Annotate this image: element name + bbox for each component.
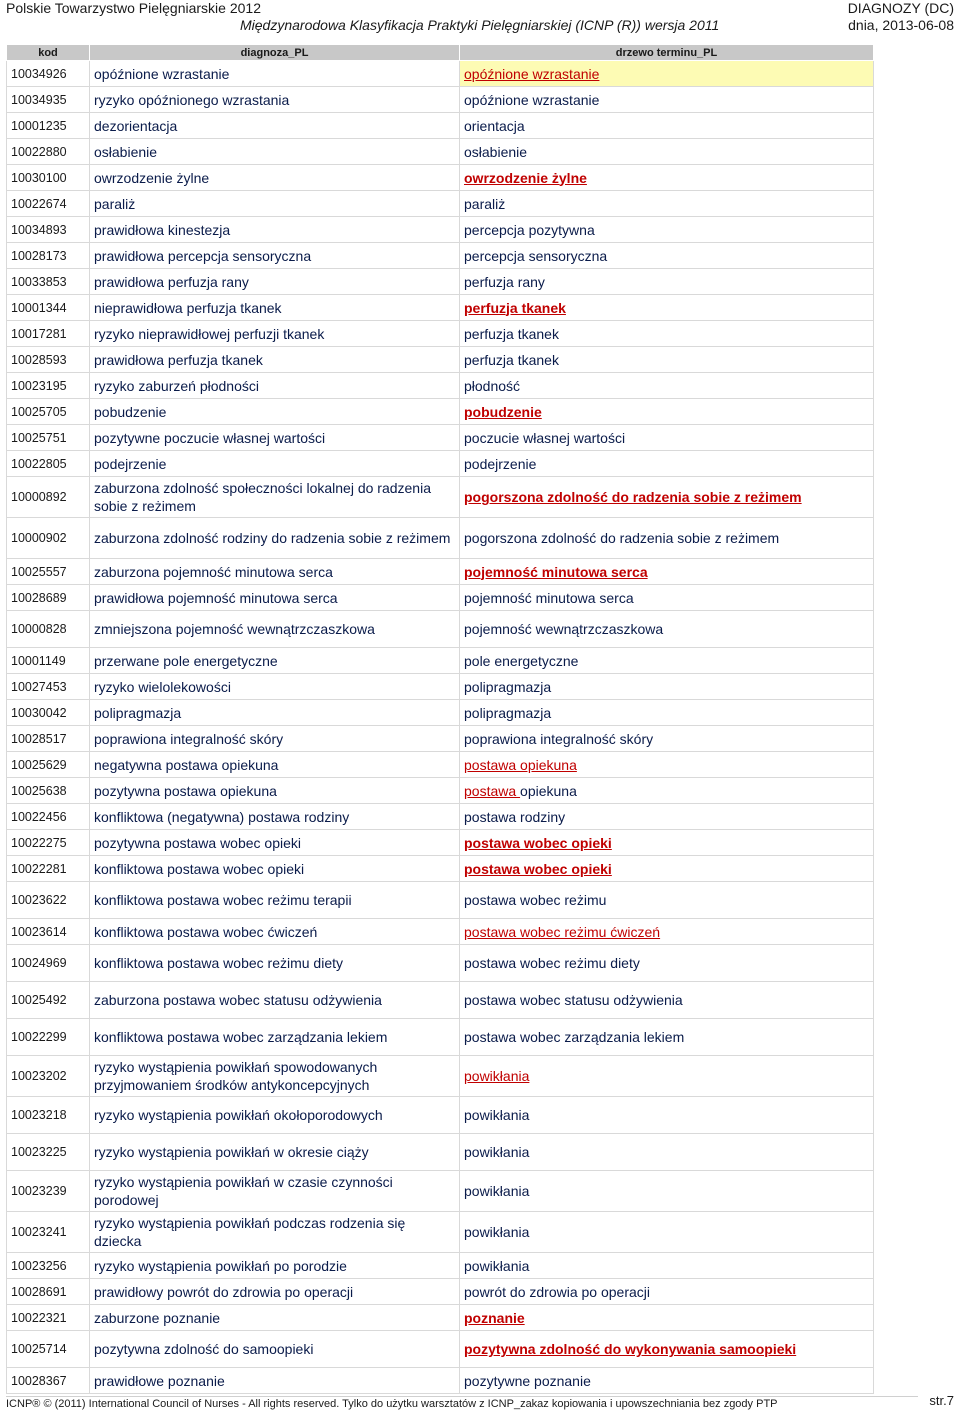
table-row [7, 919, 874, 945]
cell-drzewo [460, 1253, 874, 1279]
cell-drzewo [460, 778, 874, 804]
table-row [7, 804, 874, 830]
tree-term-text: postawa wobec reżimu [464, 892, 607, 908]
table-row [7, 399, 874, 425]
table-row [7, 1097, 874, 1134]
cell-kod: 10023256 [7, 1253, 90, 1279]
cell-kod: 10022805 [7, 451, 90, 477]
table-row [7, 882, 874, 919]
cell-drzewo [460, 1019, 874, 1056]
column-header-kod: kod [7, 45, 90, 61]
tree-term-text: postawa opiekuna [464, 782, 577, 799]
table-row [7, 1279, 874, 1305]
document-date: dnia, 2013-06-08 [848, 17, 954, 33]
table-row [7, 559, 874, 585]
tree-term-text: powikłania [464, 1183, 530, 1199]
cell-drzewo [460, 217, 874, 243]
usage-notice: Tylko do użytku warsztatów z ICNP_zakaz kopiowania i upowszechniania bez zgody PTP [342, 1398, 778, 1410]
cell-kod: 10023195 [7, 373, 90, 399]
cell-kod: 10022299 [7, 1019, 90, 1056]
cell-diagnoza: zaburzona pojemność minutowa serca [90, 559, 460, 585]
cell-diagnoza: konfliktowa postawa wobec ćwiczeń [90, 919, 460, 945]
cell-kod: 10001235 [7, 113, 90, 139]
cell-diagnoza: paraliż [90, 191, 460, 217]
cell-drzewo [460, 856, 874, 882]
cell-diagnoza: konfliktowa postawa wobec reżimu diety [90, 945, 460, 982]
table-row [7, 726, 874, 752]
tree-term-text: polipragmazja [464, 704, 552, 721]
cell-diagnoza: polipragmazja [90, 700, 460, 726]
diagnoses-table [6, 44, 874, 1394]
tree-term-text: powikłania [464, 1107, 530, 1123]
cell-kod: 10025705 [7, 399, 90, 425]
cell-diagnoza: pozytywna postawa wobec opieki [90, 830, 460, 856]
cell-diagnoza: ryzyko wystąpienia powikłań okołoporodowych [90, 1097, 460, 1134]
tree-term-text: pole energetyczne [464, 652, 579, 669]
cell-drzewo [460, 1279, 874, 1305]
tree-term-text: perfuzja tkanek [464, 325, 559, 342]
cell-kod: 10030100 [7, 165, 90, 191]
cell-drzewo [460, 559, 874, 585]
tree-term-text: pogorszona zdolność do radzenia sobie z reżimem [464, 530, 780, 546]
cell-drzewo [460, 373, 874, 399]
tree-term-text: postawa wobec opieki [464, 860, 612, 877]
page-number: str.7 [929, 1393, 954, 1408]
table-row [7, 1253, 874, 1279]
tree-term-text: percepcja pozytywna [464, 221, 595, 238]
copyright-text: ICNP® © (2011) International Council of Nurses - All rights reserved. [6, 1398, 340, 1410]
table-row [7, 1305, 874, 1331]
cell-drzewo [460, 243, 874, 269]
cell-diagnoza: zaburzone poznanie [90, 1305, 460, 1331]
table-row [7, 165, 874, 191]
cell-drzewo [460, 882, 874, 919]
table-row [7, 295, 874, 321]
cell-kod: 10001344 [7, 295, 90, 321]
cell-kod: 10025629 [7, 752, 90, 778]
cell-diagnoza: nieprawidłowa perfuzja tkanek [90, 295, 460, 321]
tree-term-text: postawa wobec zarządzania lekiem [464, 1029, 685, 1045]
cell-diagnoza: pozytywna zdolność do samoopieki [90, 1331, 460, 1368]
tree-term-text: powikłania [464, 1144, 530, 1160]
cell-diagnoza: konfliktowa postawa wobec zarządzania lekiem [90, 1019, 460, 1056]
cell-drzewo [460, 585, 874, 611]
cell-kod: 10001149 [7, 648, 90, 674]
tree-term-text: poznanie [464, 1309, 525, 1326]
table-row [7, 752, 874, 778]
table-row [7, 1331, 874, 1368]
tree-term-text: postawa wobec reżimu diety [464, 955, 640, 971]
cell-drzewo [460, 1097, 874, 1134]
tree-term-text: pozytywna zdolność do wykonywania samoopieki [464, 1341, 797, 1357]
cell-drzewo [460, 321, 874, 347]
cell-kod: 10028173 [7, 243, 90, 269]
table-row [7, 373, 874, 399]
tree-term-text: pojemność minutowa serca [464, 589, 634, 606]
tree-term-text: podejrzenie [464, 455, 537, 472]
cell-drzewo [460, 87, 874, 113]
tree-term-text: paraliż [464, 195, 506, 212]
table-row [7, 1171, 874, 1212]
cell-drzewo [460, 1212, 874, 1253]
cell-kod: 10034926 [7, 61, 90, 87]
cell-diagnoza: zaburzona zdolność rodziny do radzenia sobie z reżimem [90, 518, 460, 559]
cell-drzewo [460, 752, 874, 778]
cell-drzewo [460, 1134, 874, 1171]
cell-drzewo [460, 191, 874, 217]
cell-diagnoza: opóźnione wzrastanie [90, 61, 460, 87]
tree-term-text: powrót do zdrowia po operacji [464, 1283, 650, 1300]
table-row [7, 1056, 874, 1097]
table-row [7, 982, 874, 1019]
cell-drzewo [460, 399, 874, 425]
document-subtitle: Międzynarodowa Klasyfikacja Praktyki Pielęgniarskiej (ICNP (R)) wersja 2011 [240, 17, 720, 33]
cell-drzewo [460, 425, 874, 451]
cell-kod: 10022321 [7, 1305, 90, 1331]
table-row [7, 139, 874, 165]
cell-drzewo [460, 1056, 874, 1097]
table-row [7, 856, 874, 882]
tree-term-text: owrzodzenie żylne [464, 169, 587, 186]
cell-kod: 10034893 [7, 217, 90, 243]
cell-drzewo [460, 347, 874, 373]
cell-drzewo [460, 451, 874, 477]
table-row [7, 321, 874, 347]
organization-name: Polskie Towarzystwo Pielęgniarskie 2012 [6, 0, 261, 16]
cell-diagnoza: ryzyko wystąpienia powikłań po porodzie [90, 1253, 460, 1279]
cell-diagnoza: ryzyko zaburzeń płodności [90, 373, 460, 399]
cell-kod: 10023622 [7, 882, 90, 919]
cell-kod: 10023241 [7, 1212, 90, 1253]
table-row [7, 1368, 874, 1394]
table-header-row [7, 45, 874, 61]
cell-drzewo [460, 945, 874, 982]
tree-term-text: postawa wobec statusu odżywienia [464, 992, 683, 1008]
cell-drzewo [460, 1171, 874, 1212]
cell-kod: 10000902 [7, 518, 90, 559]
cell-diagnoza: przerwane pole energetyczne [90, 648, 460, 674]
cell-kod: 10017281 [7, 321, 90, 347]
footer-text [6, 1398, 778, 1410]
tree-term-text: percepcja sensoryczna [464, 247, 608, 264]
table-row [7, 269, 874, 295]
tree-term-text: pozytywne poznanie [464, 1372, 591, 1389]
cell-kod: 10000892 [7, 477, 90, 518]
cell-drzewo [460, 165, 874, 191]
cell-drzewo [460, 139, 874, 165]
cell-kod: 10025638 [7, 778, 90, 804]
tree-term-text: postawa rodziny [464, 808, 566, 825]
table-row [7, 585, 874, 611]
cell-kod: 10034935 [7, 87, 90, 113]
cell-drzewo [460, 518, 874, 559]
cell-kod: 10028367 [7, 1368, 90, 1394]
cell-diagnoza: osłabienie [90, 139, 460, 165]
tree-term-text: płodność [464, 377, 521, 394]
table-row [7, 191, 874, 217]
cell-kod: 10022281 [7, 856, 90, 882]
cell-kod: 10024969 [7, 945, 90, 982]
page-footer [0, 1393, 960, 1414]
table-body [7, 61, 874, 1394]
cell-drzewo [460, 804, 874, 830]
tree-term-text: postawa wobec opieki [464, 834, 612, 851]
table-row [7, 347, 874, 373]
cell-kod: 10025751 [7, 425, 90, 451]
cell-drzewo [460, 611, 874, 648]
cell-kod: 10028593 [7, 347, 90, 373]
cell-kod: 10025714 [7, 1331, 90, 1368]
tree-term-text: powikłania [464, 1068, 530, 1084]
table-row [7, 61, 874, 87]
cell-drzewo [460, 295, 874, 321]
tree-term-text: pogorszona zdolność do radzenia sobie z reżimem [464, 489, 802, 505]
cell-diagnoza: dezorientacja [90, 113, 460, 139]
table-row [7, 1212, 874, 1253]
cell-diagnoza: konfliktowa postawa wobec opieki [90, 856, 460, 882]
cell-kod: 10022674 [7, 191, 90, 217]
cell-diagnoza: zmniejszona pojemność wewnątrzczaszkowa [90, 611, 460, 648]
cell-diagnoza: prawidłowa percepcja sensoryczna [90, 243, 460, 269]
cell-diagnoza: ryzyko wystąpienia powikłań spowodowanych przyjmowaniem środków antykoncepcyjnych [90, 1056, 460, 1097]
tree-term-text: orientacja [464, 117, 525, 134]
cell-diagnoza: ryzyko wystąpienia powikłań w czasie czynności porodowej [90, 1171, 460, 1212]
tree-term-text: perfuzja rany [464, 273, 545, 290]
cell-drzewo [460, 269, 874, 295]
cell-drzewo [460, 700, 874, 726]
tree-term-text: polipragmazja [464, 678, 552, 695]
tree-term-text: perfuzja tkanek [464, 299, 566, 316]
cell-diagnoza: zaburzona zdolność społeczności lokalnej do radzenia sobie z reżimem [90, 477, 460, 518]
cell-drzewo [460, 477, 874, 518]
cell-diagnoza: ryzyko opóźnionego wzrastania [90, 87, 460, 113]
tree-term-text: perfuzja tkanek [464, 351, 559, 368]
tree-term-text: opóźnione wzrastanie [464, 65, 600, 82]
tree-term-text: osłabienie [464, 143, 528, 160]
cell-diagnoza: prawidłowe poznanie [90, 1368, 460, 1394]
tree-term-text: pobudzenie [464, 403, 542, 420]
cell-drzewo [460, 1368, 874, 1394]
table-row [7, 113, 874, 139]
cell-diagnoza: pozytywne poczucie własnej wartości [90, 425, 460, 451]
cell-kod: 10025492 [7, 982, 90, 1019]
cell-kod: 10023239 [7, 1171, 90, 1212]
table-row [7, 451, 874, 477]
cell-drzewo [460, 1331, 874, 1368]
cell-diagnoza: poprawiona integralność skóry [90, 726, 460, 752]
cell-diagnoza: konfliktowa (negatywna) postawa rodziny [90, 804, 460, 830]
cell-kod: 10028689 [7, 585, 90, 611]
tree-term-text: poczucie własnej wartości [464, 429, 626, 446]
cell-kod: 10028691 [7, 1279, 90, 1305]
cell-kod: 10033853 [7, 269, 90, 295]
cell-diagnoza: ryzyko wystąpienia powikłań w okresie ciąży [90, 1134, 460, 1171]
table-row [7, 1019, 874, 1056]
tree-term-text: opóźnione wzrastanie [464, 91, 600, 108]
cell-kod: 10030042 [7, 700, 90, 726]
cell-diagnoza: negatywna postawa opiekuna [90, 752, 460, 778]
tree-term-text: powikłania [464, 1257, 530, 1274]
page-header [0, 0, 960, 40]
table-row [7, 217, 874, 243]
cell-diagnoza: owrzodzenie żylne [90, 165, 460, 191]
table-row [7, 425, 874, 451]
table-row [7, 648, 874, 674]
cell-diagnoza: ryzyko wielolekowości [90, 674, 460, 700]
table-row [7, 778, 874, 804]
section-title: DIAGNOZY (DC) [847, 0, 954, 16]
column-header-diagnoza: diagnoza_PL [90, 45, 460, 61]
tree-term-text: powikłania [464, 1224, 530, 1240]
cell-diagnoza: prawidłowa perfuzja rany [90, 269, 460, 295]
cell-drzewo [460, 830, 874, 856]
cell-diagnoza: prawidłowa pojemność minutowa serca [90, 585, 460, 611]
cell-drzewo [460, 674, 874, 700]
cell-kod: 10025557 [7, 559, 90, 585]
cell-kod: 10023218 [7, 1097, 90, 1134]
cell-kod: 10023202 [7, 1056, 90, 1097]
cell-diagnoza: zaburzona postawa wobec statusu odżywienia [90, 982, 460, 1019]
cell-kod: 10028517 [7, 726, 90, 752]
cell-diagnoza: pobudzenie [90, 399, 460, 425]
table-row [7, 945, 874, 982]
cell-kod: 10023614 [7, 919, 90, 945]
tree-term-text: poprawiona integralność skóry [464, 730, 654, 747]
cell-drzewo [460, 61, 874, 87]
cell-diagnoza: prawidłowa perfuzja tkanek [90, 347, 460, 373]
cell-kod: 10027453 [7, 674, 90, 700]
tree-term-text: pojemność minutowa serca [464, 563, 648, 580]
cell-kod: 10000828 [7, 611, 90, 648]
cell-kod: 10023225 [7, 1134, 90, 1171]
cell-diagnoza: prawidłowy powrót do zdrowia po operacji [90, 1279, 460, 1305]
cell-diagnoza: ryzyko nieprawidłowej perfuzji tkanek [90, 321, 460, 347]
table-row [7, 243, 874, 269]
cell-kod: 10022456 [7, 804, 90, 830]
table-row [7, 611, 874, 648]
cell-drzewo [460, 919, 874, 945]
cell-diagnoza: ryzyko wystąpienia powikłań podczas rodzenia się dziecka [90, 1212, 460, 1253]
cell-diagnoza: pozytywna postawa opiekuna [90, 778, 460, 804]
cell-drzewo [460, 648, 874, 674]
cell-diagnoza: podejrzenie [90, 451, 460, 477]
cell-diagnoza: konfliktowa postawa wobec reżimu terapii [90, 882, 460, 919]
tree-term-text: pojemność wewnątrzczaszkowa [464, 621, 664, 637]
table-row [7, 700, 874, 726]
column-header-drzewo: drzewo terminu_PL [460, 45, 874, 61]
table-row [7, 830, 874, 856]
table-row [7, 477, 874, 518]
table-row [7, 518, 874, 559]
tree-term-text: postawa wobec reżimu ćwiczeń [464, 923, 661, 940]
table-row [7, 674, 874, 700]
cell-kod: 10022275 [7, 830, 90, 856]
table-row [7, 1134, 874, 1171]
cell-diagnoza: prawidłowa kinestezja [90, 217, 460, 243]
footer-divider [6, 1396, 918, 1397]
cell-drzewo [460, 726, 874, 752]
cell-kod: 10022880 [7, 139, 90, 165]
cell-drzewo [460, 113, 874, 139]
tree-term-text: postawa opiekuna [464, 756, 577, 773]
cell-drzewo [460, 982, 874, 1019]
cell-drzewo [460, 1305, 874, 1331]
table-row [7, 87, 874, 113]
